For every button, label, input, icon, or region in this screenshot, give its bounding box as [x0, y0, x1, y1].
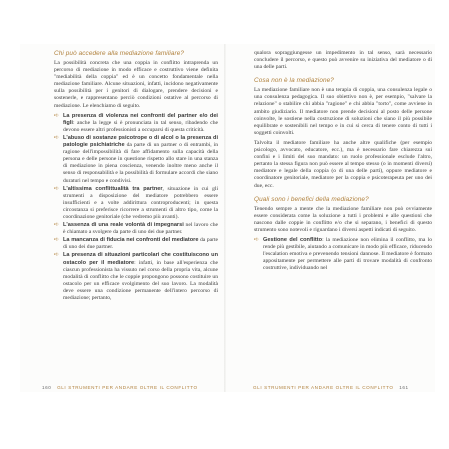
list-item: ➪ La mancanza di fiducia nei confronti del mediatore da parte di uno dei due partner.	[54, 237, 218, 251]
arrow-bullet-icon: ➪	[254, 236, 260, 243]
list-item: ➪ L'assenza di una reale volontà di impegnarsi nel lavoro che è chiamato a svolgere da parte di uno dei due partner.	[54, 222, 218, 236]
page-number: 161	[399, 385, 409, 390]
intro-paragraph: La possibilità concreta che una coppia in conflitto intraprenda un percorso di mediazione in modo efficace e costruttivo viene definita "mediabilità della coppia" ed è un concetto fondamentale nella mediazione familiare. Alcune situazioni, infatti, incidono negativamente sulla possibilità per i genitori di dialogare, prendere decisioni e sostenerle, e rappresentano perciò condizioni ostative al percorso di mediazione. Le elenchiamo di seguito.	[54, 60, 218, 109]
book-gutter	[224, 44, 226, 392]
list-item: ➪ Gestione del conflitto: la mediazione non elimina il conflitto, ma lo rende più gestibile, aiutando a comunicare in modo più efficace, riducendo l'escalation emotiva e prevenendo tensioni dannose. Il mediatore è formato appositamente per permettere alle parti di trovare modalità di confronto costruttive, individuando nel	[254, 236, 432, 272]
section-heading-what-it-is-not: Cosa non è la mediazione?	[254, 77, 334, 85]
list-item: ➪ La presenza di violenza nei confronti del partner e/o dei figli: anche la legge si è pronunciata in tal senso, ribadendo che devono essere altri professionisti a occuparsi di questa criticità.	[54, 112, 218, 133]
list-item: ➪ L'altissima conflittualità tra partner, situazione in cui gli strumenti a disposizione del mediatore potrebbero essere insufficienti e a volte addirittura controproducenti; in questa circostanza si preferisce ricorrere a strumenti di altro tipo, come la coordinazione genitoriale (che vedremo più avanti).	[54, 185, 218, 220]
arrow-bullet-icon: ➪	[54, 112, 60, 119]
paragraph-benefits-intro: Tenendo sempre a mente che la mediazione familiare non può ovviamente essere considerata come la soluzione a tutti i problemi e alle questioni che nascono dalle coppie in conflitto e/o che si separano, i benefici di questo strumento sono notevoli e riguardano i diversi aspetti indicati di seguito.	[254, 205, 432, 233]
right-footer	[253, 385, 409, 390]
page-number: 160	[42, 385, 52, 390]
arrow-bullet-icon: ➪	[54, 237, 60, 244]
running-footer-text: GLI STRUMENTI PER ANDARE OLTRE IL CONFLITTO	[57, 385, 198, 390]
paragraph-not-therapy: La mediazione familiare non è una terapia di coppia, una consulenza legale o una consulenza pedagogica. Il suo obiettivo non è, per esempio, "salvare la relazione" o stabilire chi abbia "ragione" e chi abbia "torto", come avviene in ambito giudiziario. Il mediatore non prende decisioni al posto delle persone coinvolte, le sostiene nella costruzione di soluzioni che siano il più possibile equilibrate e sostenibili nel tempo e in cui si cerca di tenere conto di tutti i soggetti coinvolti.	[254, 87, 432, 136]
list-item: ➪ La presenza di situazioni particolari che costituiscono un ostacolo per il mediatore: infatti, in base all'esperienza che ciascun professionista ha vissuto nel corso della propria vita, alcune modalità di conflitto che le coppie propongono possono costituire un ostacolo per un efficace svolgimento del suo lavoro. La modalità deve essere una condizione permanente dell'intero percorso di mediazione; pertanto,	[54, 252, 218, 301]
carry-over-paragraph: qualora sopraggiungesse un impedimento in tal senso, sarà necessario concludere il percorso, e questo può avvenire su iniziativa del mediatore o di una delle parti.	[254, 50, 432, 71]
arrow-bullet-icon: ➪	[54, 185, 60, 192]
arrow-bullet-icon: ➪	[54, 222, 60, 229]
conditions-list	[54, 113, 218, 302]
section-heading-benefits: Quali sono i benefici della mediazione?	[254, 195, 369, 203]
arrow-bullet-icon: ➪	[54, 252, 60, 259]
right-page	[254, 50, 432, 275]
running-footer-text: GLI STRUMENTI PER ANDARE OLTRE IL CONFLITTO	[253, 385, 394, 390]
paragraph-qualifications: Talvolta il mediatore familiare ha anche altre qualifiche (per esempio psicologo, avvocato, educatore, ecc.), ma è necessario fare chiarezza sui confini e i limiti del suo mandato: un ruolo professionale esclude l'altro, pertanto la stessa figura non può essere al tempo stesso (o in momenti diversi) mediatore e legale della coppia (o di una delle parti), oppure mediatore e coordinatore genitoriale, mediatore per la coppia e psicoterapeuta per uno dei due, ecc.	[254, 139, 432, 189]
arrow-bullet-icon: ➪	[54, 134, 60, 141]
left-page	[54, 50, 218, 305]
list-item: ➪ L'abuso di sostanze psicotrope o di alcol o la presenza di patologie psichiatriche da parte di un partner o di entrambi, in ragione dell'impossibilità di fare affidamento sulla capacità della persona e delle persone in questione rispetto allo stare in una stanza di mediazione in piena coscienza, venendo inoltre meno anche il senso di responsabilità e la possibilità di formulare accordi che siano duraturi nel tempo e condivisi.	[54, 134, 218, 184]
left-footer	[42, 385, 198, 390]
section-heading-access: Chi può accedere alla mediazione familiare?	[54, 50, 185, 57]
benefits-list	[254, 237, 432, 272]
